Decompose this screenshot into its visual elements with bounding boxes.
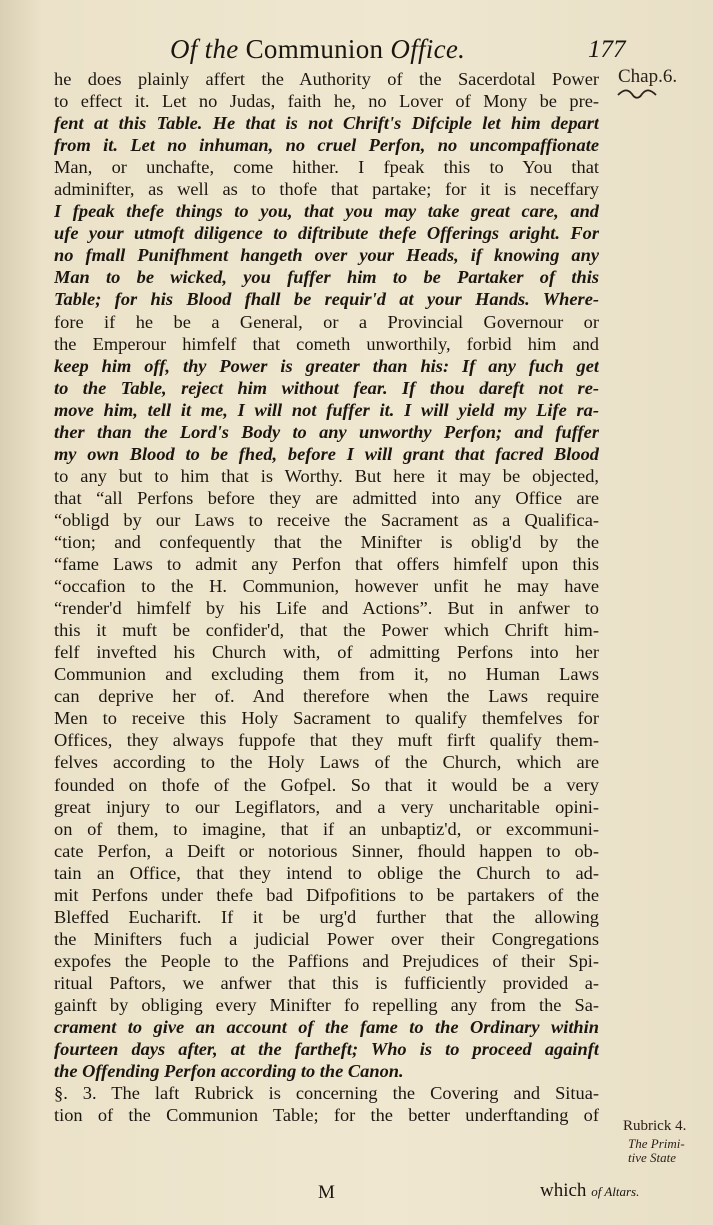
text-line: can deprive her of. And therefore when the Laws require bbox=[54, 686, 599, 707]
marginal-note-line: tive State bbox=[628, 1150, 677, 1165]
text-line: cate Perfon, a Deift or notorious Sinner, fhould happen to ob- bbox=[54, 840, 599, 861]
text-line: I fpeak thefe things to you, that you may take great care, and bbox=[54, 201, 599, 222]
body-text bbox=[54, 68, 599, 1126]
text-line: from it. Let no inhuman, no cruel Perfon, no uncompaffionate bbox=[54, 135, 599, 156]
text-line: “occafion to the H. Communion, however unfit he may have bbox=[54, 576, 599, 597]
text-line: no fmall Punifhment hangeth over your Heads, if knowing any bbox=[54, 245, 599, 266]
text-line: mit Perfons under thefe bad Difpofitions to be partakers of the bbox=[54, 884, 599, 905]
text-line: ritual Paftors, we anfwer that this is fufficiently provided a- bbox=[54, 972, 599, 993]
text-line: that “all Perfons before they are admitted into any Office are bbox=[54, 487, 599, 508]
text-line: tion of the Communion Table; for the better underftanding of bbox=[54, 1105, 599, 1126]
text-line: to effect it. Let no Judas, faith he, no Lover of Mony be pre- bbox=[54, 91, 599, 112]
marginal-note-line: of Altars. bbox=[591, 1184, 640, 1199]
catchword bbox=[540, 1180, 639, 1202]
text-line: Man, or unchafte, come hither. I fpeak this to You that bbox=[54, 157, 599, 178]
title-prefix: Of the bbox=[170, 34, 239, 64]
text-line: to any but to him that is Worthy. But here it may be objected, bbox=[54, 465, 599, 486]
primitive-state-marginal-note bbox=[628, 1137, 708, 1165]
text-line: this it muft be confider'd, that the Power which Chrift him- bbox=[54, 620, 599, 641]
text-line: Bleffed Eucharift. If it be urg'd further that the allowing bbox=[54, 906, 599, 927]
text-line: fourteen days after, at the fartheft; Who is to proceed againft bbox=[54, 1039, 599, 1060]
text-line: great injury to our Legiflators, and a very uncharitable opini- bbox=[54, 796, 599, 817]
text-line: ufe your utmoft diligence to diftribute thefe Offerings aright. For bbox=[54, 223, 599, 244]
text-line: he does plainly affert the Authority of the Sacerdotal Power bbox=[54, 69, 599, 89]
text-line: felves according to the Holy Laws of the Church, which are bbox=[54, 752, 599, 773]
ornament-icon bbox=[616, 88, 658, 102]
page-number: 177 bbox=[588, 36, 626, 63]
text-line: crament to give an account of the fame to the Ordinary within bbox=[54, 1017, 599, 1038]
text-line: Communion and excluding them from it, no Human Laws bbox=[54, 664, 599, 685]
text-line: Offices, they always fuppofe that they muft firft qualify them- bbox=[54, 730, 599, 751]
text-line: expofes the People to the Paffions and Prejudices of their Spi- bbox=[54, 950, 599, 971]
text-line: move him, tell it me, I will not fuffer it. I will yield my Life ra- bbox=[54, 399, 599, 420]
running-title bbox=[170, 34, 465, 65]
text-line: ther than the Lord's Body to any unworthy Perfon; and fuffer bbox=[54, 421, 599, 442]
text-line: “obligd by our Laws to receive the Sacrament as a Qualifica- bbox=[54, 509, 599, 530]
text-line: fent at this Table. He that is not Chrift's Difciple let him depart bbox=[54, 113, 599, 134]
text-line: gainft by obliging every Minifter fo repelling any from the Sa- bbox=[54, 994, 599, 1015]
rubrick-marginal-note: Rubrick 4. bbox=[623, 1118, 687, 1134]
title-suffix: Office. bbox=[390, 34, 466, 64]
chapter-marginal-note: Chap.6. bbox=[618, 66, 678, 87]
text-line: my own Blood to be fhed, before I will grant that facred Blood bbox=[54, 443, 599, 464]
text-line: Man to be wicked, you fuffer him to be Partaker of this bbox=[54, 267, 599, 288]
text-line: the Emperour himfelf that cometh unworthily, forbid him and bbox=[54, 333, 599, 354]
marginal-note-line: The Primi- bbox=[628, 1136, 685, 1151]
text-line: “fame Laws to admit any Perfon that offers himfelf upon this bbox=[54, 554, 599, 575]
text-line: felf invefted his Church with, of admitting Perfons into her bbox=[54, 642, 599, 663]
text-line: Men to receive this Holy Sacrament to qualify themfelves for bbox=[54, 708, 599, 729]
text-line: the Offending Perfon according to the Canon. bbox=[54, 1061, 404, 1082]
text-line: tain an Office, that they intend to oblige the Church to ad- bbox=[54, 862, 599, 883]
text-line: on of them, to imagine, that if an unbaptiz'd, or excommuni- bbox=[54, 818, 599, 839]
title-main: Communion bbox=[245, 34, 384, 64]
signature-mark: M bbox=[318, 1182, 335, 1203]
text-line: founded on thofe of the Gofpel. So that it would be a very bbox=[54, 774, 599, 795]
text-line: fore if he be a General, or a Provincial Governour or bbox=[54, 311, 599, 332]
text-line: adminifter, as well as to thofe that partake; for it is neceffary bbox=[54, 179, 599, 200]
text-line: to the Table, reject him without fear. If thou dareft not re- bbox=[54, 377, 599, 398]
text-line: §. 3. The laft Rubrick is concerning the Covering and Situa- bbox=[54, 1083, 599, 1104]
text-line: “render'd himfelf by his Life and Actions”. But in anfwer to bbox=[54, 598, 599, 619]
text-line: the Minifters fuch a judicial Power over their Congregations bbox=[54, 928, 599, 949]
catchword-text: which bbox=[540, 1180, 587, 1201]
text-line: Table; for his Blood fhall be requir'd at your Hands. Where- bbox=[54, 289, 599, 310]
text-line: keep him off, thy Power is greater than his: If any fuch get bbox=[54, 355, 599, 376]
text-line: “tion; and confequently that the Minifter is oblig'd by the bbox=[54, 531, 599, 552]
